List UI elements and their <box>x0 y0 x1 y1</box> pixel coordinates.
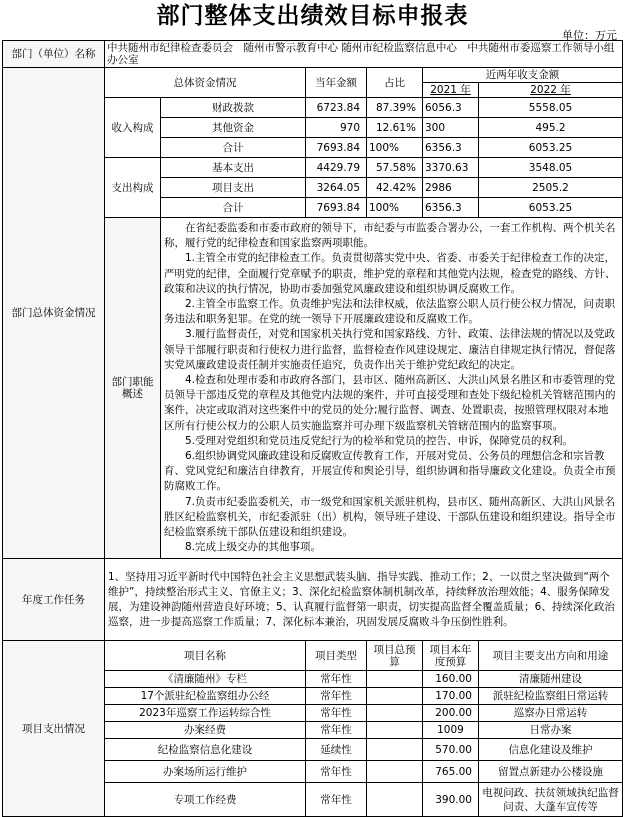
annual-tasks-label: 年度工作任务 <box>3 559 105 641</box>
recent-years-header: 近两年收支金额 <box>423 68 623 83</box>
expense-2022: 6053.25 <box>479 198 623 218</box>
income-ratio: 12.61% <box>367 118 423 138</box>
page-title: 部门整体支出绩效目标申报表 <box>156 2 469 29</box>
income-label: 收入构成 <box>105 98 161 158</box>
expense-2022: 2505.2 <box>479 178 623 198</box>
functions-label: 部门职能概述 <box>105 218 161 559</box>
ratio-header: 占比 <box>367 68 423 98</box>
projects-header-row <box>3 641 623 671</box>
dept-value: 中共随州市纪律检查委员会 随州市警示教育中心 随州市纪检监察信息中心 中共随州市委巡察工作领导小组办公室 <box>105 41 623 68</box>
project-total <box>367 722 423 739</box>
project-annual: 765.00 <box>423 761 479 783</box>
project-name: 办案场所运行维护 <box>105 761 306 783</box>
project-annual: 390.00 <box>423 783 479 817</box>
project-type: 常年性 <box>306 688 367 705</box>
overall-header: 总体资金情况 <box>105 68 306 98</box>
expense-amount: 4429.79 <box>306 158 367 178</box>
expense-amount: 3264.05 <box>306 178 367 198</box>
expense-2022: 3548.05 <box>479 158 623 178</box>
project-type: 常年性 <box>306 761 367 783</box>
income-name: 合计 <box>161 138 306 158</box>
expense-2021: 2986 <box>423 178 479 198</box>
project-total-header: 项目总预算 <box>367 641 423 671</box>
funds-section-label: 部门总体资金情况 <box>3 68 105 559</box>
functions-paragraph: 6.组织协调党风廉政建设和反腐败宣传教育工作，开展对党员、公务员的理想信念和宗旨教育、党风党纪和廉洁自律教育，开展宣传和舆论引导，组织协调和指导廉政文化建设。负责全市预防腐败工作。 <box>164 450 616 493</box>
functions-paragraph: 1.主管全市党的纪律检查工作。负责贯彻落实党中央、省委、市委关于纪律检查工作的决定，严明党的纪律，全面履行党章赋予的职责，维护党的章程和其他党内法规，检查党的路线、方针、政策和决议的执行情况，协助市委加强党风廉政建设和组织协调反腐败工作。 <box>164 252 616 295</box>
expense-2021: 6356.3 <box>423 198 479 218</box>
project-annual-header: 项目本年度预算 <box>423 641 479 671</box>
project-type: 常年性 <box>306 783 367 817</box>
functions-paragraph: 2.主管全市监察工作。负责维护宪法和法律权威，依法监察公职人员行使公权力情况，问责职务违法和职务犯罪。在党的统一领导下开展廉政建设和反腐败工作。 <box>164 298 616 326</box>
funds-header-row-1 <box>3 68 623 83</box>
functions-paragraph: 5.受理对党组织和党员违反党纪行为的检举和党员的控告、申诉，保障党员的权利。 <box>185 434 574 447</box>
year-2021-header: 2021 年 <box>423 83 479 98</box>
project-name: 2023年巡察工作运转综合性 <box>105 705 306 722</box>
project-type-header: 项目类型 <box>306 641 367 671</box>
income-ratio: 100% <box>367 138 423 158</box>
functions-paragraph: 4.检查和处理市委和市政府各部门，县市区、随州高新区、大洪山风景名胜区和市委管理的党员领导干部违反党的章程及其他党内法规的案件，并可直接受理和查处下级纪检机关管辖范围内的案件，决定或取消对这些案件中的党员的处分;履行监督、调查、处置职责，按照管理权限对本地区所有行使公权力的公职人员实施监察并可办理下级监察机关管辖范围内的监察事项。 <box>164 374 616 432</box>
project-annual: 1009 <box>423 722 479 739</box>
income-2022: 6053.25 <box>479 138 623 158</box>
functions-paragraph: 7.负责市纪委监委机关，市一级党和国家机关派驻机构，县市区、随州高新区、大洪山风景名胜区纪检监察机关，市纪委派驻（出）机构，领导班子建设、干部队伍建设和组织建设。指导全市纪检监察系统干部队伍建设和组织建设。 <box>164 495 616 539</box>
expense-ratio: 100% <box>367 198 423 218</box>
functions-paragraph: 3.履行监督责任，对党和国家机关执行党和国家路线、方针、政策、法律法规的情况以及党政领导干部履行职责和行使权力进行监督，监督检查作风建设规定、廉洁自律规定执行情况，督促落实党风廉政建设责任制并实施责任追究，负责作出关于维护党纪政纪的决定。 <box>164 328 616 371</box>
project-total <box>367 783 423 817</box>
project-total <box>367 688 423 705</box>
project-name: 《清廉随州》专栏 <box>105 671 306 688</box>
expense-label: 支出构成 <box>105 158 161 218</box>
project-total <box>367 705 423 722</box>
expense-amount: 7693.84 <box>306 198 367 218</box>
income-2022: 495.2 <box>479 118 623 138</box>
dept-label: 部门（单位）名称 <box>3 41 105 68</box>
project-name-header: 项目名称 <box>105 641 306 671</box>
project-direction-header: 项目主要支出方向和用途 <box>479 641 623 671</box>
functions-text <box>161 218 623 559</box>
income-amount: 6723.84 <box>306 98 367 118</box>
year-2022-header: 2022 年 <box>479 83 623 98</box>
project-type: 常年性 <box>306 722 367 739</box>
income-amount: 7693.84 <box>306 138 367 158</box>
project-direction: 留置点新建办公楼设施 <box>479 761 623 783</box>
project-type: 常年性 <box>306 671 367 688</box>
project-annual: 570.00 <box>423 739 479 761</box>
expense-ratio: 57.58% <box>367 158 423 178</box>
income-ratio: 87.39% <box>367 98 423 118</box>
project-name: 办案经费 <box>105 722 306 739</box>
unit-label: 单位：万元 <box>562 29 617 42</box>
project-direction: 派驻纪检监察组日常运转 <box>479 688 623 705</box>
current-amount-header: 当年金额 <box>306 68 367 98</box>
project-name: 17个派驻纪检监察组办公经 <box>105 688 306 705</box>
project-name: 专项工作经费 <box>105 783 306 817</box>
project-total <box>367 671 423 688</box>
project-total <box>367 739 423 761</box>
functions-paragraph: 在省纪委监委和市委市政府的领导下，市纪委与市监委合署办公，一套工作机构、两个机关名称，履行党的纪律检查和国家监察两项职能。 <box>164 222 616 250</box>
project-type: 延续性 <box>306 739 367 761</box>
income-2021: 300 <box>423 118 479 138</box>
expense-name: 合计 <box>161 198 306 218</box>
project-direction: 信息化建设及维护 <box>479 739 623 761</box>
annual-tasks-text: 1、坚持用习近平新时代中国特色社会主义思想武装头脑、指导实践、推动工作；2、一以贯之坚决做到“两个维护”，持续整治形式主义、官僚主义；3、深化纪检监察体制机制改革，持续释放治理效能；4、服务保障发展，为建设神韵随州营造良好环境；5、认真履行监督第一职责，切实提高监督全覆盖质量；6、持续深化政治巡察，进一步提高巡察工作质量；7、深化标本兼治，巩固发展反腐败斗争压倒性胜利。 <box>105 559 623 641</box>
income-name: 财政拨款 <box>161 98 306 118</box>
projects-label: 项目支出情况 <box>3 641 105 817</box>
project-direction: 日常办案 <box>479 722 623 739</box>
project-annual: 170.00 <box>423 688 479 705</box>
income-name: 其他资金 <box>161 118 306 138</box>
income-2021: 6056.3 <box>423 98 479 118</box>
annual-tasks-row <box>3 559 623 641</box>
project-direction: 电视问政、扶贫领域执纪监督问责、大蓬车宣传等 <box>479 783 623 817</box>
project-direction: 清廉随州建设 <box>479 671 623 688</box>
project-direction: 巡察办日常运转 <box>479 705 623 722</box>
income-amount: 970 <box>306 118 367 138</box>
expense-name: 基本支出 <box>161 158 306 178</box>
functions-paragraph: 8.完成上级交办的其他事项。 <box>185 541 322 554</box>
project-total <box>367 761 423 783</box>
project-name: 纪检监察信息化建设 <box>105 739 306 761</box>
expense-ratio: 42.42% <box>367 178 423 198</box>
income-2022: 5558.05 <box>479 98 623 118</box>
expense-2021: 3370.63 <box>423 158 479 178</box>
income-2021: 6356.3 <box>423 138 479 158</box>
project-annual: 200.00 <box>423 705 479 722</box>
expense-name: 项目支出 <box>161 178 306 198</box>
project-type: 常年性 <box>306 705 367 722</box>
dept-row <box>3 41 623 68</box>
performance-table <box>2 40 623 817</box>
project-annual: 160.00 <box>423 671 479 688</box>
